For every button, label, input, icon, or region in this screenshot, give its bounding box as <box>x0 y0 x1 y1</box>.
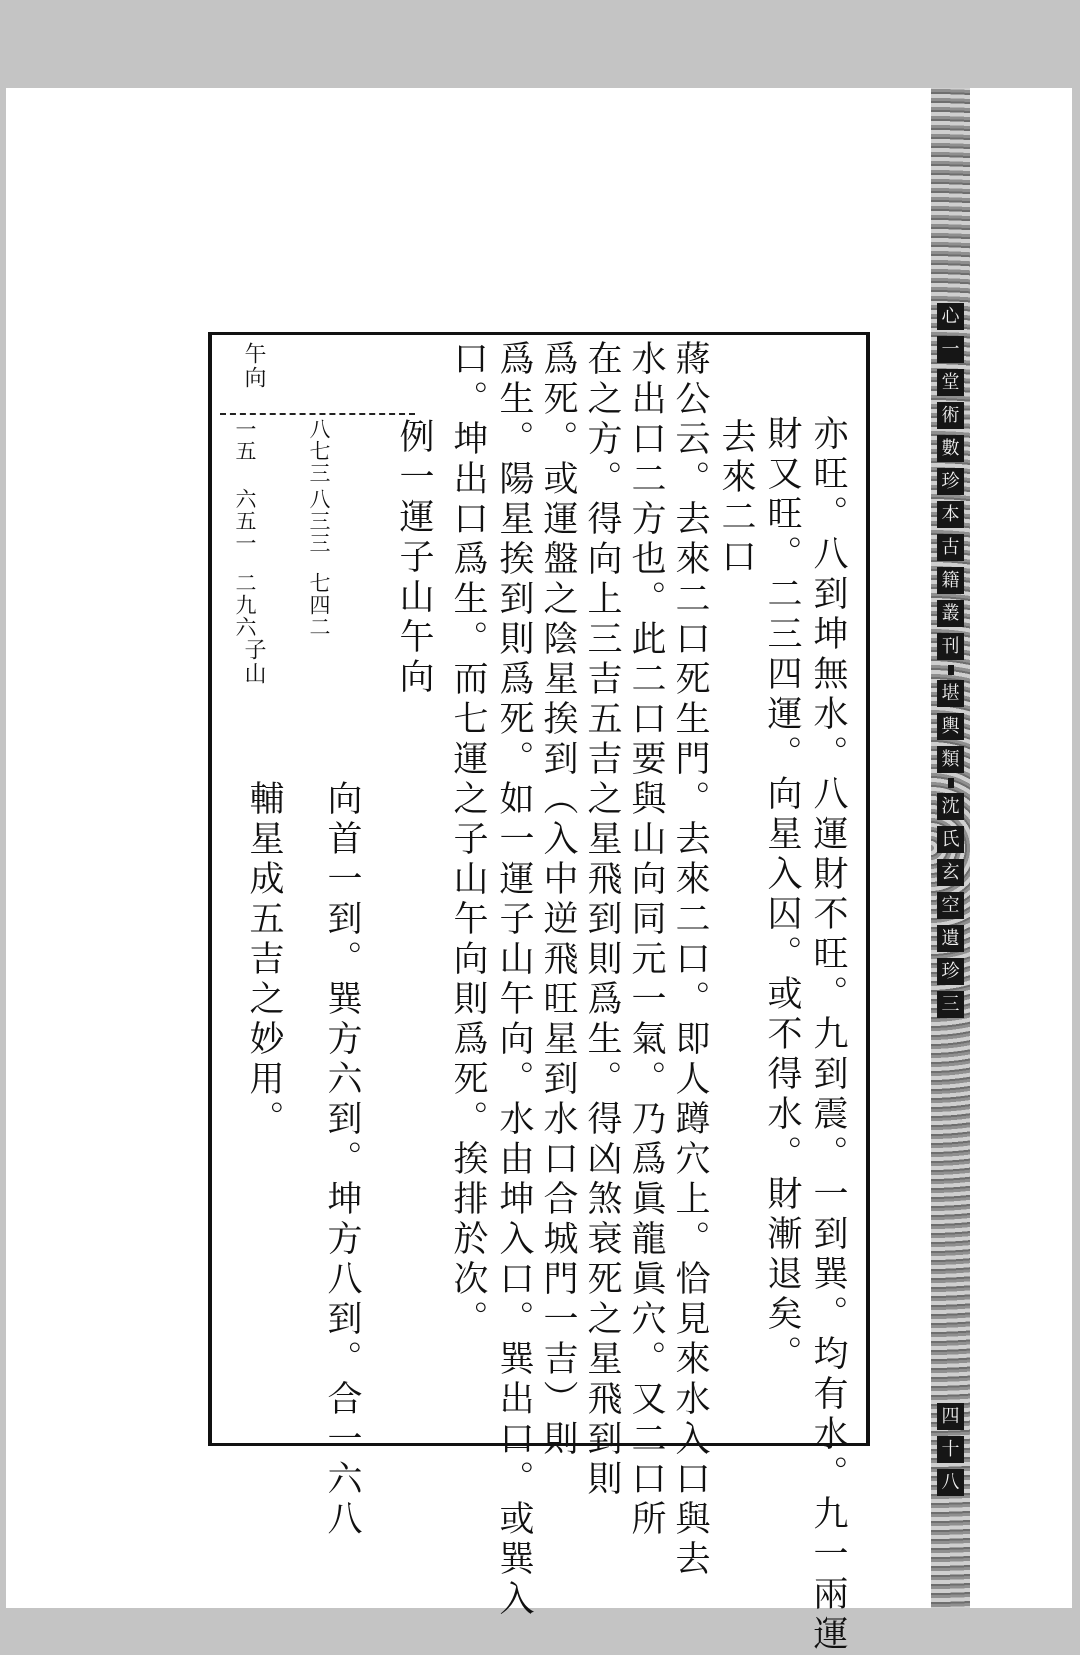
chart-cell: 一五 <box>233 418 257 462</box>
page-number-char: 十 <box>937 1436 964 1463</box>
book-title-char: 氏 <box>937 826 964 853</box>
chart-facing-label: 午向 <box>241 342 266 390</box>
text-column-7: 爲死。或運盤之陰星挨到（入中逆飛旺星到水口合城門一吉）則 <box>538 340 578 1460</box>
series-title-band <box>935 300 966 1021</box>
category-char: 堪 <box>937 680 964 707</box>
text-column-5: 水出口二方也。此二口要與山向同元一氣。乃爲眞龍眞穴。又二口所 <box>626 340 666 1540</box>
book-title-char: 珍 <box>937 958 964 985</box>
chart-divider <box>220 413 415 415</box>
series-char: 術 <box>937 402 964 429</box>
chart-note-1: 向首一到。巽方六到。坤方八到。合一六八 <box>322 780 362 1540</box>
text-column-6: 在之方。得向上三吉五吉之星飛到則爲生。得凶煞衰死之星飛到則 <box>582 340 622 1500</box>
chart-sitting-label: 子山 <box>241 638 266 686</box>
series-char: 叢 <box>937 600 964 627</box>
page-number-char: 八 <box>937 1469 964 1496</box>
series-char: 心 <box>937 303 964 330</box>
series-char: 堂 <box>937 369 964 396</box>
text-column-2: 財又旺。二三四運。向星入囚。或不得水。財漸退矣。 <box>762 415 802 1375</box>
book-title-char: 空 <box>937 892 964 919</box>
text-column-9: 口。坤出口爲生。而七運之子山午向則爲死。挨排於次。 <box>448 340 488 1340</box>
text-column-8: 爲生。陽星挨到則爲死。如一運子山午向。水由坤入口。巽出口。或巽入 <box>494 340 534 1620</box>
series-char: 一 <box>937 336 964 363</box>
section-heading: 去來二口 <box>716 418 756 578</box>
series-char: 古 <box>937 534 964 561</box>
series-char: 刊 <box>937 633 964 660</box>
chart-cell: 六五一 <box>233 488 257 554</box>
strip-separator <box>948 665 954 675</box>
text-column-1: 亦旺。八到坤無水。八運財不旺。九到震。一到巽。均有水。九一兩運 <box>808 415 848 1655</box>
strip-separator <box>948 778 954 788</box>
book-title-char: 遺 <box>937 925 964 952</box>
book-title-char: 沈 <box>937 793 964 820</box>
category-char: 類 <box>937 746 964 773</box>
series-char: 本 <box>937 501 964 528</box>
category-char: 輿 <box>937 713 964 740</box>
chart-cell: 八三三 <box>307 488 331 554</box>
page-number-char: 四 <box>937 1403 964 1430</box>
chart-note-2: 輔星成五吉之妙用。 <box>244 780 284 1140</box>
example-heading: 例一運子山午向 <box>394 418 434 698</box>
series-char: 珍 <box>937 468 964 495</box>
book-title-char: 玄 <box>937 859 964 886</box>
series-char: 籍 <box>937 567 964 594</box>
text-column-4: 蔣公云。去來二口死生門。去來二口。即人蹲穴上。恰見來水入口與去 <box>670 340 710 1580</box>
series-char: 數 <box>937 435 964 462</box>
page-number <box>935 1400 966 1499</box>
chart-cell: 八七三 <box>307 418 331 484</box>
book-title-char: 三 <box>937 991 964 1018</box>
chart-cell: 二九六 <box>233 572 257 638</box>
chart-cell: 七四二 <box>307 572 331 638</box>
